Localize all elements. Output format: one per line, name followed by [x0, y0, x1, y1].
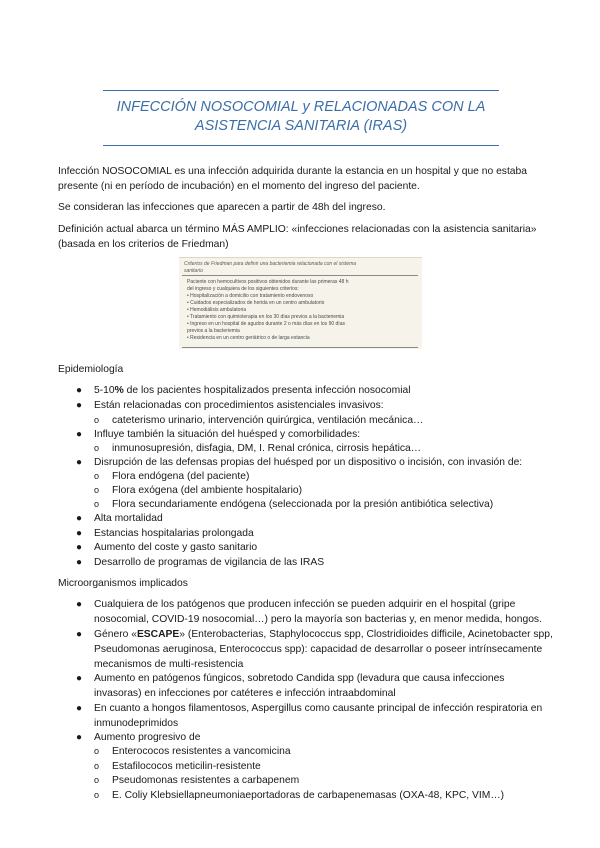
- figure-line: • Hemodiálisis ambulatoria: [187, 307, 246, 313]
- item-line: nosocomial, COVID-19 nosocomial…) pero la mayoría son bacterias y, en menor medida, hongos.: [94, 614, 542, 625]
- item-text-part: Género «: [94, 629, 137, 640]
- item-text-part: de los pacientes hospitalizados presenta infección nosocomial: [123, 385, 411, 396]
- list-item-text: Influye también la situación del huésped y comorbilidades:: [94, 429, 361, 440]
- item-line: Cualquiera de los patógenos que producen infección se pueden adquirir en el hospital (gripe: [94, 599, 516, 610]
- bullet-marker: ●: [76, 457, 83, 468]
- page-title: [103, 98, 499, 136]
- bullet-marker: ●: [76, 673, 83, 684]
- bullet-marker: ●: [76, 513, 83, 524]
- item-line: invasoras) en infecciones por catéteres e infección intraabdominal: [94, 688, 396, 699]
- friedman-criteria-figure: [179, 257, 422, 349]
- figure-line: • Cuidados especializados de herida en un centro ambulatorio: [187, 300, 325, 306]
- intro-paragraph-3: [58, 222, 548, 252]
- section-heading-epidemiologia: Epidemiología: [58, 364, 124, 375]
- intro-p3-line1: Definición actual abarca un término MÁS AMPLIO: «infecciones relacionadas con la asistencia sanitaria»: [58, 224, 537, 235]
- sub-item-text: Flora endógena (del paciente): [112, 471, 250, 482]
- figure-line: previos a la bacteriemia: [187, 328, 240, 334]
- bullet-marker: ●: [76, 629, 83, 640]
- figure-line: • Tratamiento con quimioterapia en los 30 días previos a la bacteriemia: [187, 314, 345, 320]
- list-item-text: [94, 701, 542, 731]
- list-item-text: Disrupción de las defensas propias del huésped por un dispositivo o incisión, con invasión de:: [94, 457, 523, 468]
- list-item-text: [94, 597, 542, 627]
- figure-line: Paciente con hemocultivos positivos obtenidos durante las primeras 48 h: [187, 279, 349, 285]
- list-item-text: [94, 671, 504, 701]
- sub-bullet-marker: o: [94, 471, 100, 481]
- bullet-marker: ●: [76, 385, 83, 396]
- sub-item-text: Flora exógena (del ambiente hospitalario): [112, 485, 303, 496]
- item-line: Pseudomonas aeruginosa, Enterococcus spp): capacidad de desarrollar o poseer intrínsecamente: [94, 644, 543, 655]
- item-text-part: 5-10: [94, 385, 115, 396]
- sub-bullet-marker: o: [94, 443, 100, 453]
- bullet-marker: ●: [76, 557, 83, 568]
- figure-line: • Hospitalización a domicilio con tratamiento endovenoso: [187, 293, 314, 299]
- item-line: [94, 627, 553, 642]
- list-item-text: Alta mortalidad: [94, 513, 163, 524]
- item-line: mecanismos de multi-resistencia: [94, 659, 244, 670]
- item-line: Aumento en patógenos fúngicos, sobretodo Candida spp (levadura que causa infecciones: [94, 673, 505, 684]
- intro-p1-line1: Infección NOSOCOMIAL es una infección adquirida durante la estancia en un hospital y que no estaba: [58, 166, 527, 177]
- sub-item-text: E. Coliy Klebsiellapneumoniaeportadoras de carbapenemasas (OXA-48, KPC, VIM…): [112, 790, 505, 801]
- sub-bullet-marker: o: [94, 499, 100, 509]
- sub-bullet-marker: o: [94, 775, 100, 785]
- list-item-text: Aumento del coste y gasto sanitario: [94, 542, 258, 553]
- item-text-bold: %: [114, 385, 124, 396]
- bullet-marker: ●: [76, 528, 83, 539]
- title-line-1: INFECCIÓN NOSOCOMIAL y RELACIONADAS CON LA: [116, 99, 486, 115]
- figure-criteria-box: [182, 275, 418, 348]
- sub-bullet-marker: o: [94, 746, 100, 756]
- intro-p1-line2: presente (ni en período de incubación) en el momento del ingreso del paciente.: [58, 181, 420, 192]
- figure-caption-line1: Criterios de Friedman para definir una bacteriemia relacionada con el sistema: [184, 261, 357, 267]
- bullet-marker: ●: [76, 400, 83, 411]
- figure-line: • Ingreso en un hospital de agudos durante 2 o más días en los 90 días: [187, 321, 345, 327]
- sub-item-text: Flora secundariamente endógena (seleccionada por la presión antibiótica selectiva): [112, 499, 494, 510]
- sub-item-text: Enterococos resistentes a vancomicina: [112, 746, 291, 757]
- bullet-marker: ●: [76, 429, 83, 440]
- escape-acronym: ESCAPE: [136, 629, 180, 640]
- list-item-text: Desarrollo de programas de vigilancia de las IRAS: [94, 557, 325, 568]
- intro-paragraph-2: Se consideran las infecciones que aparecen a partir de 48h del ingreso.: [58, 202, 386, 213]
- bullet-marker: ●: [76, 703, 83, 714]
- intro-p3-line2: (basada en los criterios de Friedman): [58, 239, 229, 250]
- title-top-rule: [103, 90, 499, 91]
- list-item-text: [94, 383, 411, 398]
- sub-bullet-marker: o: [94, 761, 100, 771]
- list-item-text: [94, 627, 553, 672]
- item-line: inmunodeprimidos: [94, 718, 179, 729]
- figure-caption: [184, 261, 356, 274]
- item-line: En cuanto a hongos filamentosos, Aspergillus como causante principal de infección respiratoria en: [94, 703, 543, 714]
- sub-bullet-marker: o: [94, 485, 100, 495]
- bullet-marker: ●: [76, 732, 83, 743]
- list-item-text: Están relacionadas con procedimientos asistenciales invasivos:: [94, 400, 384, 411]
- figure-line: del ingreso y cualquiera de los siguientes criterios:: [187, 286, 299, 292]
- intro-paragraph-1: [58, 164, 548, 194]
- title-bottom-rule: [103, 145, 499, 146]
- bullet-marker: ●: [76, 599, 83, 610]
- sub-item-text: cateterismo urinario, intervención quirúrgica, ventilación mecánica…: [112, 415, 424, 426]
- sub-bullet-marker: o: [94, 415, 100, 425]
- title-line-2: ASISTENCIA SANITARIA (IRAS): [194, 118, 408, 134]
- figure-caption-line2: sanitario: [184, 267, 203, 274]
- item-text-part: » (Enterobacterias, Staphylococcus spp, Clostridioides difficile, Acinetobacter spp,: [179, 629, 553, 640]
- sub-item-text: Pseudomonas resistentes a carbapenem: [112, 775, 300, 786]
- sub-bullet-marker: o: [94, 790, 100, 800]
- figure-line: • Residencia en un centro geriátrico o de larga estancia: [187, 335, 310, 341]
- bullet-marker: ●: [76, 542, 83, 553]
- list-item-text: Aumento progresivo de: [94, 732, 201, 743]
- list-item-text: Estancias hospitalarias prolongada: [94, 528, 254, 539]
- section-heading-microorganismos: Microorganismos implicados: [58, 578, 188, 589]
- sub-item-text: inmunosupresión, disfagia, DM, I. Renal crónica, cirrosis hepática…: [112, 443, 422, 454]
- sub-item-text: Estafilococos meticilin-resistente: [112, 761, 261, 772]
